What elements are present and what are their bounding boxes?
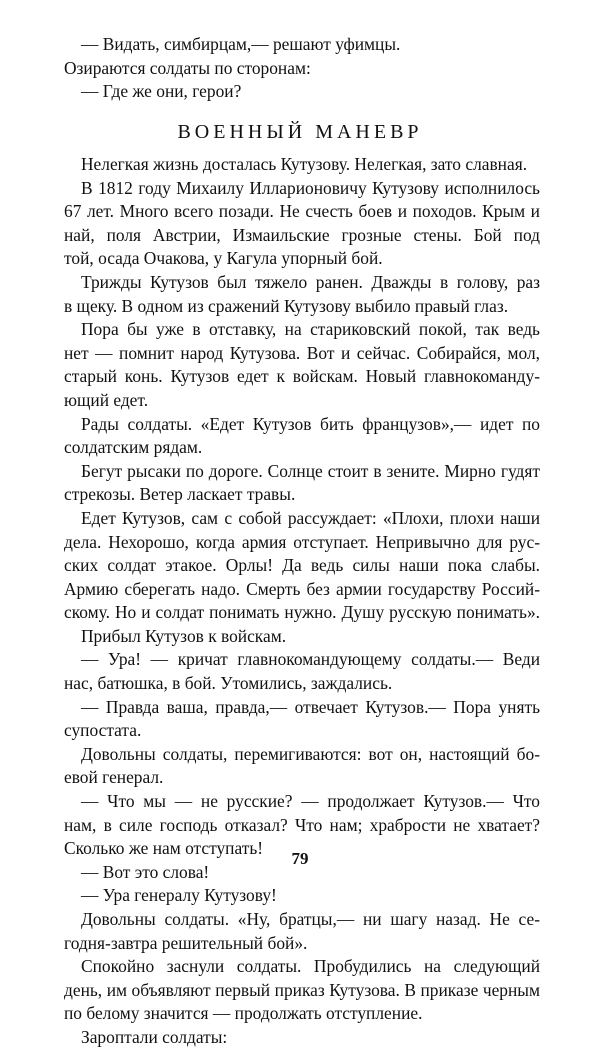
text-line: нет — помнит народ Кутузова. Вот и сейчас. Собирайся, мол, xyxy=(64,342,540,363)
text-line: Пора бы уже в отставку, на стариковский покой, так ведь xyxy=(81,319,540,340)
chapter-body xyxy=(64,153,540,1050)
text-line: годня-завтра решительный бой». xyxy=(64,932,308,953)
text-line: скому. Но и солдат понимать нужно. Душу русскую понимать». xyxy=(64,602,540,623)
text-line: най, поля Австрии, Измаильские грозные стены. Бой под xyxy=(64,224,540,245)
text-line: стрекозы. Ветер ласкает травы. xyxy=(64,484,296,505)
text-line: нам, в силе господь отказал? Что нам; храбрости не хватает? xyxy=(64,814,540,835)
text-line: — Правда ваша, правда,— отвечает Кутузов.— Пора унять xyxy=(81,696,540,717)
text-line: Зароптали солдаты: xyxy=(81,1026,228,1047)
text-line: — Ура! — кричат главнокомандующему солдаты.— Веди xyxy=(81,649,540,670)
text-line: ских солдат этакое. Орлы! Да ведь силы наши пока слабы. xyxy=(64,555,540,576)
text-line: Трижды Кутузов был тяжело ранен. Дважды в голову, раз xyxy=(81,271,540,292)
text-line: дела. Нехорошо, когда армия отступает. Непривычно для рус- xyxy=(64,531,540,552)
text-line: 67 лет. Много всего позади. Не счесть боев и походов. Крым и xyxy=(64,201,540,222)
text-line: Прибыл Кутузов к войскам. xyxy=(81,625,287,646)
text-line: — Вот это слова! xyxy=(81,861,210,882)
text-line: по белому значится — продолжать отступление. xyxy=(64,1003,423,1024)
text-line: В 1812 году Михаилу Илларионовичу Кутузову исполнилось xyxy=(81,177,540,198)
page-number: 79 xyxy=(291,849,309,868)
text-line: — Ура генералу Кутузову! xyxy=(81,885,277,906)
text-line: Спокойно заснули солдаты. Пробудились на следующий xyxy=(81,956,540,977)
text-line: Озираются солдаты по сторонам: xyxy=(64,57,311,78)
previous-section-ending xyxy=(64,33,540,104)
text-line: нас, батюшка, в бой. Утомились, заждались. xyxy=(64,673,393,694)
text-line: евой генерал. xyxy=(64,767,164,788)
text-line: Нелегкая жизнь досталась Кутузову. Нелегкая, зато славная. xyxy=(81,154,528,174)
text-line: супостата. xyxy=(64,720,142,741)
text-line: Бегут рысаки по дороге. Солнце стоит в зените. Мирно гудят xyxy=(81,460,540,481)
text-line: старый конь. Кутузов едет к войскам. Новый главнокоманду- xyxy=(64,366,540,387)
chapter-title: ВОЕННЫЙ МАНЕВР xyxy=(177,121,423,143)
text-line: — Что мы — не русские? — продолжает Кутузов.— Что xyxy=(81,791,540,812)
text-line: Едет Кутузов, сам с собой рассуждает: «Плохи, плохи наши xyxy=(81,507,540,528)
text-line: Довольны солдаты, перемигиваются: вот он, настоящий бо- xyxy=(81,743,540,764)
text-line: в щеку. В одном из сражений Кутузову выбило правый глаз. xyxy=(64,295,509,316)
text-line: — Где же они, герои? xyxy=(81,81,242,102)
text-line: Армию сберегать надо. Смерть без армии государству Россий- xyxy=(64,578,540,599)
text-line: Сколько же нам отступать! xyxy=(64,838,264,859)
text-line: — Видать, симбирцам,— решают уфимцы. xyxy=(81,34,401,54)
text-line: день, им объявляют первый приказ Кутузова. В приказе черным xyxy=(64,979,540,1000)
text-line: ющий едет. xyxy=(64,389,149,410)
text-line: Рады солдаты. «Едет Кутузов бить французов»,— идет по xyxy=(81,413,540,434)
text-line: солдатским рядам. xyxy=(64,437,203,458)
text-line: той, осада Очакова, у Кагула упорный бой. xyxy=(64,248,383,269)
text-line: Довольны солдаты. «Ну, братцы,— ни шагу назад. Не се- xyxy=(81,909,540,929)
